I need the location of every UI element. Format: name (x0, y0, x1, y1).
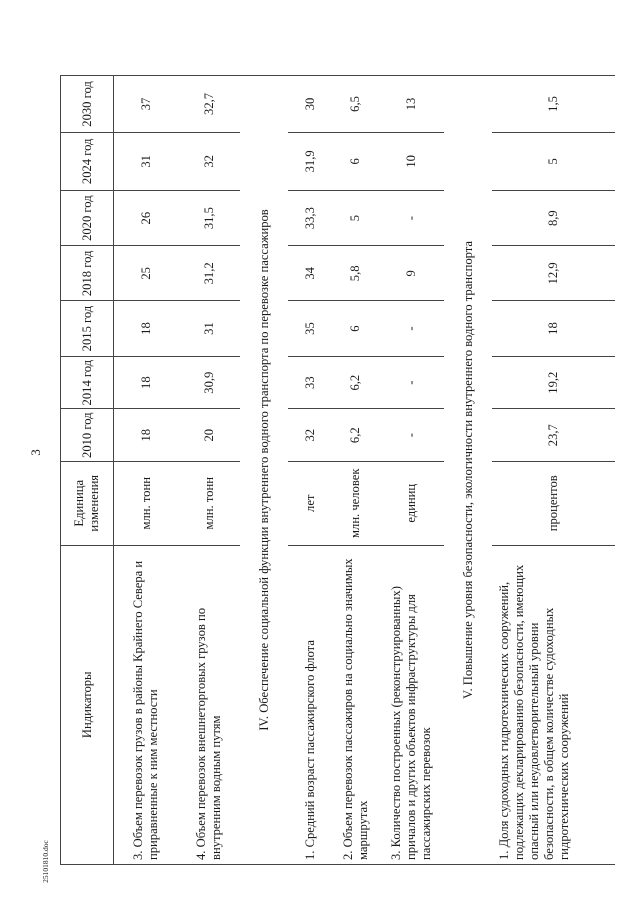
value-cell: 18 (492, 301, 615, 357)
indicator-cell: 1. Средний возраст пассажирского флота (288, 545, 333, 864)
value-cell: 5 (333, 190, 378, 246)
value-cell: 26 (114, 190, 179, 246)
value-cell: 35 (288, 301, 333, 357)
indicator-cell: 2. Объем перевозок пассажиров на социально значимых маршрутах (333, 545, 378, 864)
value-cell: 37 (114, 76, 179, 133)
document-footer: 25101810.doc (40, 840, 50, 883)
value-cell: 13 (378, 76, 444, 133)
unit-cell: единиц (378, 461, 444, 545)
value-cell: 31,5 (178, 190, 240, 246)
table-row (333, 76, 378, 865)
header-indicators: Индикаторы (61, 545, 114, 864)
table-row (288, 76, 333, 865)
indicator-cell: 4. Объем перевозок внешнеторговых грузов по внутренним водным путям (178, 545, 240, 864)
indicator-cell: 3. Объем перевозок грузов в районы Крайнего Севера и приравненные к ним местности (114, 545, 179, 864)
value-cell: 33 (288, 356, 333, 409)
value-cell: 10 (378, 132, 444, 190)
value-cell: 32 (178, 132, 240, 190)
value-cell: 34 (288, 246, 333, 301)
unit-cell: процентов (492, 461, 615, 545)
indicators-table (60, 75, 615, 865)
value-cell: 5 (492, 132, 615, 190)
indicator-cell: 1. Доля судоходных гидротехнических сооружений, подлежащих декларированию безопасности, имеющих опасный или неудовлетворительный уровни безопасности, в общем количестве судоходных гидротехнических сооружений (492, 545, 615, 864)
value-cell: 31 (114, 132, 179, 190)
header-unit: Единица изменения (61, 461, 114, 545)
value-cell: 5,8 (333, 246, 378, 301)
value-cell: 33,3 (288, 190, 333, 246)
value-cell: 30 (288, 76, 333, 133)
page-number: 3 (27, 449, 43, 456)
value-cell: 31,2 (178, 246, 240, 301)
value-cell: 25 (114, 246, 179, 301)
unit-cell: млн. тонн (178, 461, 240, 545)
table-row (378, 76, 444, 865)
unit-cell: млн. человек (333, 461, 378, 545)
value-cell: 6,2 (333, 356, 378, 409)
unit-cell: млн. тонн (114, 461, 179, 545)
value-cell: 18 (114, 301, 179, 357)
value-cell: 18 (114, 356, 179, 409)
value-cell: 20 (178, 409, 240, 462)
value-cell: 12,9 (492, 246, 615, 301)
section-heading: V. Повышение уровня безопасности, экологичности внутреннего водного транспорта (444, 76, 492, 865)
value-cell: - (378, 190, 444, 246)
value-cell: 6,2 (333, 409, 378, 462)
table-row (178, 76, 240, 865)
header-year: 2018 год (61, 246, 114, 301)
rotated-table-container (60, 75, 596, 865)
header-year: 2015 год (61, 301, 114, 357)
section-heading: IV. Обеспечение социальной функции внутреннего водного транспорта по перевозке пассажиров (240, 76, 288, 865)
value-cell: 19,2 (492, 356, 615, 409)
header-year: 2024 год (61, 132, 114, 190)
value-cell: 30,9 (178, 356, 240, 409)
section-row (444, 76, 492, 865)
value-cell: 8,9 (492, 190, 615, 246)
header-year: 2030 год (61, 76, 114, 133)
table-row (492, 76, 615, 865)
value-cell: 32 (288, 409, 333, 462)
value-cell: 6,5 (333, 76, 378, 133)
table-header-row (61, 76, 114, 865)
value-cell: 9 (378, 246, 444, 301)
header-year: 2014 год (61, 356, 114, 409)
value-cell: - (378, 356, 444, 409)
value-cell: 6 (333, 301, 378, 357)
indicator-cell: 3. Количество построенных (реконструированных) причалов и других объектов инфраструктуры для пассажирских перевозок (378, 545, 444, 864)
header-year: 2010 год (61, 409, 114, 462)
value-cell: 31,9 (288, 132, 333, 190)
section-row (240, 76, 288, 865)
unit-cell: лет (288, 461, 333, 545)
value-cell: 32,7 (178, 76, 240, 133)
value-cell: 18 (114, 409, 179, 462)
value-cell: - (378, 301, 444, 357)
value-cell: 23,7 (492, 409, 615, 462)
header-year: 2020 год (61, 190, 114, 246)
value-cell: - (378, 409, 444, 462)
value-cell: 1,5 (492, 76, 615, 133)
value-cell: 31 (178, 301, 240, 357)
table-row (114, 76, 179, 865)
value-cell: 6 (333, 132, 378, 190)
